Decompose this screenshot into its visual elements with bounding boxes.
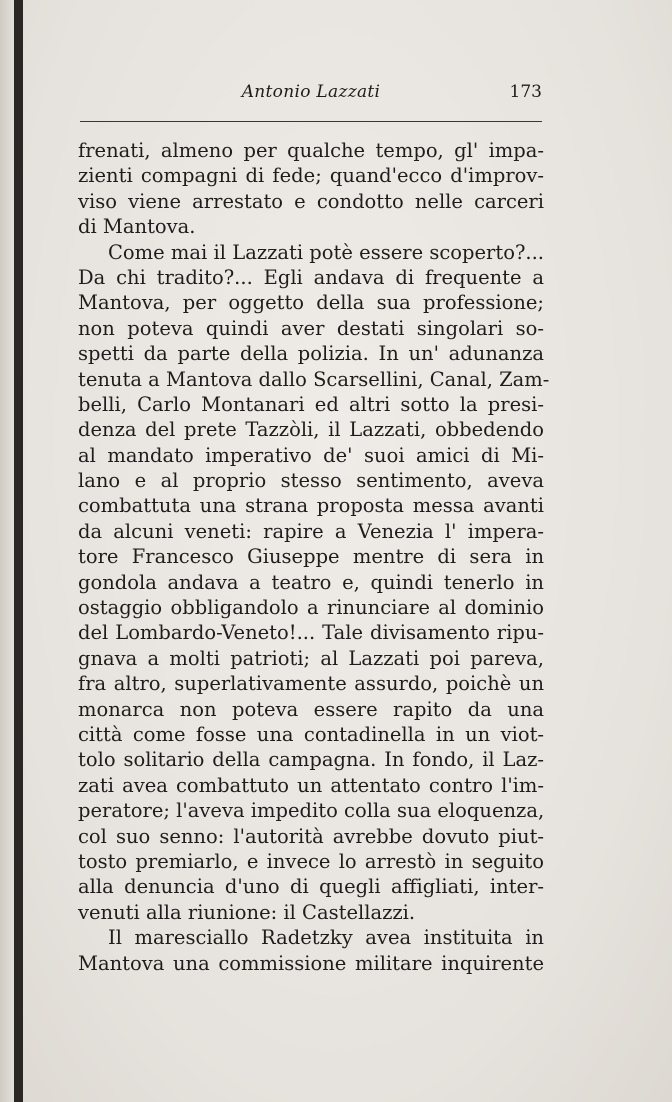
- text-line: gondola andava a teatro e, quindi tenerlo in: [78, 570, 544, 594]
- text-line: denza del prete Tazzòli, il Lazzati, obbedendo: [78, 418, 544, 442]
- text-line: ostaggio obbligandolo a rinunciare al dominio: [78, 596, 544, 620]
- text-line: frenati, almeno per qualche tempo, gl' impa-: [78, 139, 544, 162]
- text-line: belli, Carlo Montanari ed altri sotto la presi-: [78, 392, 544, 416]
- text-line: Come mai il Lazzati potè essere scoperto?...: [108, 240, 544, 264]
- text-line: alla denuncia d'uno di quegli affigliati, inter-: [78, 875, 544, 899]
- text-line: da alcuni veneti: rapire a Venezia l' impera-: [78, 519, 544, 543]
- text-line: venuti alla riunione: il Castellazzi.: [78, 900, 416, 924]
- text-line: Mantova, per oggetto della sua professione;: [78, 291, 544, 315]
- text-line: tolo solitario della campagna. In fondo, il Laz-: [78, 748, 544, 772]
- text-line: viso viene arrestato e condotto nelle carceri: [78, 189, 544, 213]
- page-number: 173: [509, 82, 542, 102]
- body-text: [78, 138, 550, 976]
- text-line: gnava a molti patrioti; al Lazzati poi pareva,: [78, 646, 544, 670]
- text-line: tosto premiarlo, e invece lo arrestò in seguito: [78, 849, 544, 873]
- running-title: Antonio Lazzati: [241, 82, 381, 102]
- text-line: città come fosse una contadinella in un viot-: [78, 722, 544, 746]
- page-header: [80, 82, 542, 112]
- text-line: Da chi tradito?... Egli andava di frequente a: [78, 265, 544, 289]
- text-line: non poteva quindi aver destati singolari so-: [78, 316, 544, 340]
- text-line: spetti da parte della polizia. In un' adunanza: [78, 342, 544, 366]
- text-line: peratore; l'aveva impedito colla sua eloquenza,: [78, 799, 545, 823]
- text-line: tenuta a Mantova dallo Scarsellini, Canal, Zam-: [78, 367, 550, 391]
- text-line: di Mantova.: [78, 215, 196, 239]
- text-line: combattuta una strana proposta messa avanti: [78, 494, 544, 518]
- text-line: lano e al proprio stesso sentimento, aveva: [78, 469, 544, 493]
- text-line: col suo senno: l'autorità avrebbe dovuto piut-: [78, 824, 544, 848]
- text-line: al mandato imperativo de' suoi amici di Mi-: [78, 443, 544, 467]
- text-line: fra altro, superlativamente assurdo, poichè un: [78, 672, 544, 696]
- text-line: Mantova una commissione militare inquirente: [78, 951, 544, 975]
- text-line: zati avea combattuto un attentato contro l'im-: [78, 773, 544, 797]
- text-line: monarca non poteva essere rapito da una: [78, 697, 544, 721]
- header-rule: [80, 121, 542, 122]
- page-gutter-shadow: [0, 0, 14, 1102]
- text-line: tore Francesco Giuseppe mentre di sera in: [78, 545, 544, 569]
- text-line: del Lombardo-Veneto!... Tale divisamento ripu-: [78, 621, 544, 645]
- text-line: Il maresciallo Radetzky avea instituita in: [108, 926, 544, 950]
- book-spine-edge: [14, 0, 23, 1102]
- text-line: zienti compagni di fede; quand'ecco d'improv-: [78, 164, 544, 188]
